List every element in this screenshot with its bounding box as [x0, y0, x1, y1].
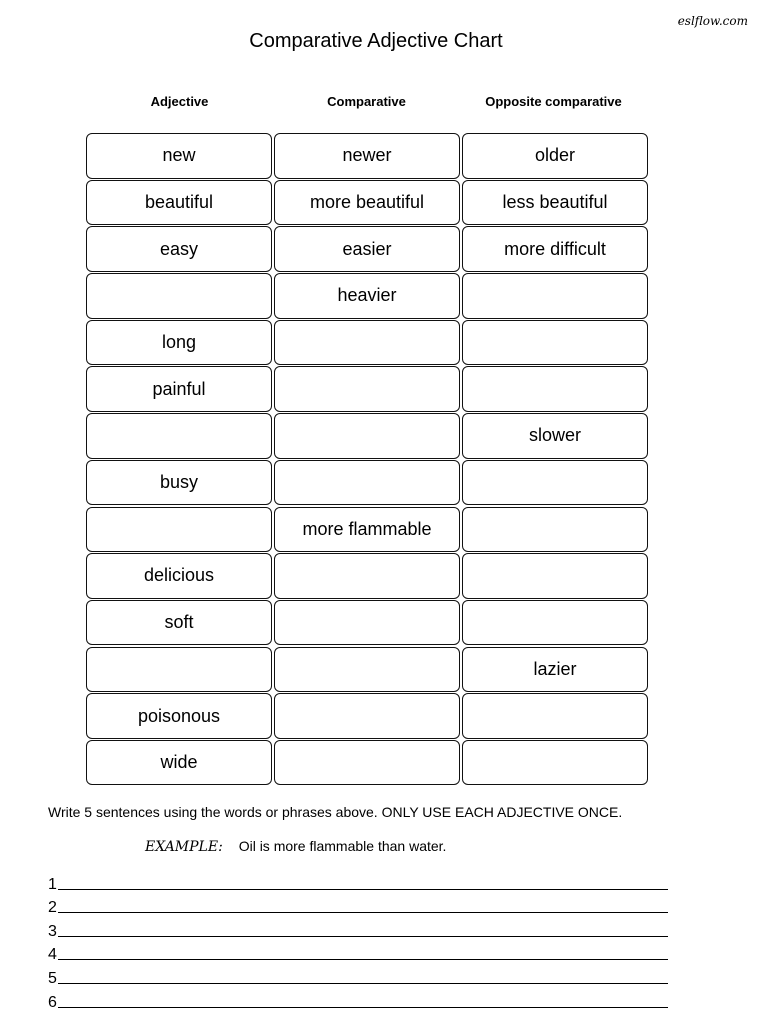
chart-cell-opposite [462, 600, 648, 646]
chart-cell-comparative: heavier [274, 273, 460, 319]
answer-lines [48, 870, 668, 1012]
column-headers [86, 94, 648, 114]
answer-line [48, 988, 668, 1012]
instructions: Write 5 sentences using the words or phrases above. ONLY USE EACH ADJECTIVE ONCE. [48, 804, 623, 820]
chart-cell-adjective [86, 413, 272, 459]
chart-cell-adjective: beautiful [86, 180, 272, 226]
adjective-chart [86, 133, 648, 785]
chart-cell-comparative [274, 366, 460, 412]
chart-cell-opposite [462, 553, 648, 599]
answer-rule [58, 982, 668, 984]
example-sentence [145, 838, 446, 855]
chart-cell-comparative: more beautiful [274, 180, 460, 226]
chart-cell-adjective: easy [86, 226, 272, 272]
chart-cell-adjective: soft [86, 600, 272, 646]
example-text: Oil is more flammable than water. [238, 838, 447, 854]
answer-line-number: 6 [48, 993, 57, 1011]
chart-cell-comparative [274, 553, 460, 599]
chart-cell-adjective: delicious [86, 553, 272, 599]
answer-line-number: 5 [48, 969, 57, 987]
header-comparative: Comparative [327, 94, 406, 109]
chart-cell-opposite [462, 740, 648, 786]
chart-cell-opposite [462, 460, 648, 506]
chart-cell-adjective: busy [86, 460, 272, 506]
chart-cell-comparative: newer [274, 133, 460, 179]
chart-cell-opposite [462, 273, 648, 319]
chart-cell-comparative: easier [274, 226, 460, 272]
answer-line [48, 917, 668, 941]
chart-cell-comparative [274, 740, 460, 786]
chart-cell-adjective: poisonous [86, 693, 272, 739]
answer-line [48, 941, 668, 965]
page-title: Comparative Adjective Chart [249, 30, 503, 52]
chart-cell-comparative [274, 460, 460, 506]
answer-rule [58, 888, 668, 890]
answer-rule [58, 935, 668, 937]
chart-cell-adjective [86, 647, 272, 693]
answer-rule [58, 911, 668, 913]
answer-line-number: 1 [48, 875, 57, 893]
chart-cell-opposite [462, 507, 648, 553]
chart-cell-comparative [274, 320, 460, 366]
chart-cell-adjective: long [86, 320, 272, 366]
chart-cell-opposite: slower [462, 413, 648, 459]
chart-cell-adjective: new [86, 133, 272, 179]
answer-line [48, 894, 668, 918]
chart-cell-opposite: lazier [462, 647, 648, 693]
header-opposite-comparative: Opposite comparative [485, 94, 622, 109]
chart-cell-opposite [462, 320, 648, 366]
chart-cell-adjective [86, 507, 272, 553]
chart-cell-comparative [274, 413, 460, 459]
answer-rule [58, 1006, 668, 1008]
answer-line-number: 3 [48, 922, 57, 940]
chart-cell-opposite: more difficult [462, 226, 648, 272]
answer-rule [58, 958, 668, 960]
chart-cell-comparative: more flammable [274, 507, 460, 553]
chart-cell-adjective: wide [86, 740, 272, 786]
chart-cell-opposite: less beautiful [462, 180, 648, 226]
answer-line-number: 4 [48, 946, 57, 964]
chart-cell-opposite [462, 366, 648, 412]
chart-cell-comparative [274, 647, 460, 693]
chart-cell-comparative [274, 600, 460, 646]
answer-line [48, 870, 668, 894]
chart-cell-opposite: older [462, 133, 648, 179]
header-adjective: Adjective [150, 94, 209, 109]
example-label: EXAMPLE: [145, 839, 223, 855]
chart-cell-opposite [462, 693, 648, 739]
answer-line-number: 2 [48, 899, 57, 917]
chart-cell-adjective: painful [86, 366, 272, 412]
chart-cell-comparative [274, 693, 460, 739]
answer-line [48, 964, 668, 988]
chart-cell-adjective [86, 273, 272, 319]
site-watermark: eslflow.com [677, 14, 748, 28]
